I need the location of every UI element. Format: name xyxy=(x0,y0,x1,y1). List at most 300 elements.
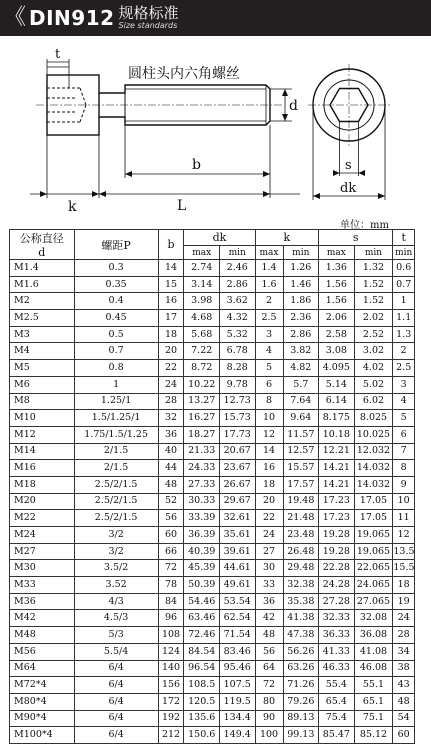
cell-t-min: 11 xyxy=(393,510,415,527)
table-row xyxy=(10,476,415,493)
cell-k-min: 1.26 xyxy=(283,260,319,277)
cell-k-min: 29.48 xyxy=(283,560,319,577)
cell-k-max: 36 xyxy=(255,593,283,610)
cell-size: M16 xyxy=(10,460,75,477)
cell-dk-max: 2.74 xyxy=(184,260,220,277)
cell-k-max: 30 xyxy=(255,560,283,577)
cell-dk-max: 96.54 xyxy=(184,660,220,677)
cell-s-min: 75.1 xyxy=(354,710,393,727)
cell-k-min: 4.82 xyxy=(283,360,319,377)
cell-size: M1.4 xyxy=(10,260,75,277)
cell-dk-max: 54.46 xyxy=(184,593,220,610)
screw-drawing xyxy=(0,48,431,218)
cell-b: 60 xyxy=(158,527,184,544)
cell-dk-max: 50.39 xyxy=(184,577,220,594)
table-row xyxy=(10,560,415,577)
cell-k-min: 56.26 xyxy=(283,643,319,660)
cell-s-min: 1.52 xyxy=(354,276,393,293)
cell-b: 124 xyxy=(158,643,184,660)
cell-t-min: 1.3 xyxy=(393,326,415,343)
cell-pitch: 3/2 xyxy=(74,543,158,560)
cell-b: 17 xyxy=(158,310,184,327)
cell-dk-min: 134.4 xyxy=(219,710,255,727)
cell-t-min: 5 xyxy=(393,410,415,427)
cell-pitch: 2/1.5 xyxy=(74,460,158,477)
label-d: d xyxy=(289,98,298,114)
table-row xyxy=(10,443,415,460)
cell-s-min: 1.32 xyxy=(354,260,393,277)
cell-dk-min: 3.62 xyxy=(219,293,255,310)
cell-b: 52 xyxy=(158,493,184,510)
header-size xyxy=(10,230,75,260)
cell-s-min: 14.032 xyxy=(354,460,393,477)
cell-dk-max: 3.14 xyxy=(184,276,220,293)
cell-dk-min: 35.61 xyxy=(219,527,255,544)
screw-end-view xyxy=(308,64,390,146)
cell-dk-max: 45.39 xyxy=(184,560,220,577)
cell-k-min: 63.26 xyxy=(283,660,319,677)
cell-dk-min: 15.73 xyxy=(219,410,255,427)
cell-dk-max: 135.6 xyxy=(184,710,220,727)
cell-s-max: 17.23 xyxy=(319,510,355,527)
header-text xyxy=(119,6,179,30)
cell-k-max: 42 xyxy=(255,610,283,627)
cell-dk-max: 5.68 xyxy=(184,326,220,343)
cell-k-min: 3.82 xyxy=(283,343,319,360)
cell-k-min: 89.13 xyxy=(283,710,319,727)
cell-t-min: 24 xyxy=(393,610,415,627)
cell-s-max: 85.47 xyxy=(319,727,355,744)
cell-k-max: 4 xyxy=(255,343,283,360)
cell-t-min: 60 xyxy=(393,727,415,744)
cell-b: 72 xyxy=(158,560,184,577)
table-row xyxy=(10,610,415,627)
cell-s-min: 4.02 xyxy=(354,360,393,377)
cell-k-max: 20 xyxy=(255,493,283,510)
cell-pitch: 6/4 xyxy=(74,693,158,710)
cell-b: 212 xyxy=(158,727,184,744)
cell-s-min: 22.065 xyxy=(354,560,393,577)
cell-dk-max: 13.27 xyxy=(184,393,220,410)
table-row xyxy=(10,577,415,594)
cell-pitch: 2.5/2/1.5 xyxy=(74,476,158,493)
cell-dk-min: 83.46 xyxy=(219,643,255,660)
cell-dk-max: 8.72 xyxy=(184,360,220,377)
cell-s-max: 41.33 xyxy=(319,643,355,660)
cell-s-max: 14.21 xyxy=(319,460,355,477)
cell-k-min: 2.36 xyxy=(283,310,319,327)
subheader-s-min: min xyxy=(354,246,393,260)
cell-size: M22 xyxy=(10,510,75,527)
cell-k-max: 1.4 xyxy=(255,260,283,277)
header-s: s xyxy=(319,230,393,246)
cell-size: M90*4 xyxy=(10,710,75,727)
table-row xyxy=(10,627,415,644)
cell-dk-min: 2.46 xyxy=(219,260,255,277)
cell-t-min: 18 xyxy=(393,577,415,594)
cell-dk-min: 29.67 xyxy=(219,493,255,510)
header-subtitle: Size standards xyxy=(118,21,178,30)
cell-pitch: 0.3 xyxy=(74,260,158,277)
spec-table-body xyxy=(10,260,415,744)
cell-dk-max: 108.5 xyxy=(184,677,220,694)
cell-k-min: 5.7 xyxy=(283,376,319,393)
cell-b: 18 xyxy=(158,326,184,343)
cell-dk-max: 4.68 xyxy=(184,310,220,327)
table-row xyxy=(10,326,415,343)
cell-s-max: 65.4 xyxy=(319,693,355,710)
header-title-cn: 规格标准 xyxy=(118,4,179,22)
table-row xyxy=(10,493,415,510)
table-row xyxy=(10,593,415,610)
cell-size: M56 xyxy=(10,643,75,660)
cell-t-min: 1 xyxy=(393,293,415,310)
cell-k-min: 15.57 xyxy=(283,460,319,477)
cell-b: 140 xyxy=(158,660,184,677)
cell-b: 15 xyxy=(158,276,184,293)
cell-k-max: 16 xyxy=(255,460,283,477)
cell-s-max: 1.56 xyxy=(319,276,355,293)
unit-note: 单位：mm xyxy=(340,220,389,231)
spec-table xyxy=(9,229,415,744)
cell-s-max: 55.4 xyxy=(319,677,355,694)
cell-t-min: 2 xyxy=(393,343,415,360)
cell-dk-min: 23.67 xyxy=(219,460,255,477)
cell-dk-max: 63.46 xyxy=(184,610,220,627)
cell-dk-max: 150.6 xyxy=(184,727,220,744)
cell-t-min: 48 xyxy=(393,693,415,710)
table-row xyxy=(10,643,415,660)
cell-k-max: 72 xyxy=(255,677,283,694)
cell-size: M8 xyxy=(10,393,75,410)
cell-b: 172 xyxy=(158,693,184,710)
subheader-dk-min: min xyxy=(219,246,255,260)
cell-b: 66 xyxy=(158,543,184,560)
table-row xyxy=(10,293,415,310)
cell-t-min: 0.7 xyxy=(393,276,415,293)
cell-t-min: 10 xyxy=(393,493,415,510)
cell-t-min: 8 xyxy=(393,460,415,477)
cell-dk-max: 3.98 xyxy=(184,293,220,310)
cell-t-min: 3 xyxy=(393,376,415,393)
cell-b: 24 xyxy=(158,376,184,393)
label-b: b xyxy=(192,157,201,173)
label-L: L xyxy=(177,198,187,214)
cell-s-min: 32.08 xyxy=(354,610,393,627)
cell-pitch: 6/4 xyxy=(74,727,158,744)
header-t: t xyxy=(393,230,415,246)
cell-dk-max: 27.33 xyxy=(184,476,220,493)
header-size-line2: d xyxy=(38,246,46,259)
cell-size: M3 xyxy=(10,326,75,343)
subheader-s-max: max xyxy=(319,246,355,260)
cell-k-min: 7.64 xyxy=(283,393,319,410)
cell-s-min: 2.02 xyxy=(354,310,393,327)
table-row xyxy=(10,260,415,277)
subheader-k-max: max xyxy=(255,246,283,260)
cell-dk-min: 44.61 xyxy=(219,560,255,577)
cell-size: M42 xyxy=(10,610,75,627)
cell-b: 36 xyxy=(158,426,184,443)
cell-s-max: 14.21 xyxy=(319,476,355,493)
cell-k-max: 2.5 xyxy=(255,310,283,327)
cell-size: M30 xyxy=(10,560,75,577)
cell-k-max: 22 xyxy=(255,510,283,527)
cell-t-min: 38 xyxy=(393,660,415,677)
cell-pitch: 0.5 xyxy=(74,326,158,343)
cell-s-max: 46.33 xyxy=(319,660,355,677)
cell-k-max: 2 xyxy=(255,293,283,310)
label-t: t xyxy=(55,47,61,62)
table-row xyxy=(10,543,415,560)
cell-pitch: 6/4 xyxy=(74,677,158,694)
cell-t-min: 28 xyxy=(393,627,415,644)
cell-dk-min: 149.4 xyxy=(219,727,255,744)
cell-s-min: 3.02 xyxy=(354,343,393,360)
cell-dk-max: 30.33 xyxy=(184,493,220,510)
drawing-title: 圆柱头内六角螺丝 xyxy=(128,66,240,82)
cell-k-max: 24 xyxy=(255,527,283,544)
cell-b: 32 xyxy=(158,410,184,427)
cell-b: 78 xyxy=(158,577,184,594)
cell-s-min: 2.52 xyxy=(354,326,393,343)
cell-b: 22 xyxy=(158,360,184,377)
cell-t-min: 0.6 xyxy=(393,260,415,277)
cell-dk-min: 107.5 xyxy=(219,677,255,694)
cell-b: 96 xyxy=(158,610,184,627)
cell-size: M100*4 xyxy=(10,727,75,744)
cell-s-max: 22.28 xyxy=(319,560,355,577)
header-banner xyxy=(0,0,431,36)
cell-k-min: 12.57 xyxy=(283,443,319,460)
cell-k-max: 90 xyxy=(255,710,283,727)
cell-dk-max: 16.27 xyxy=(184,410,220,427)
cell-dk-max: 18.27 xyxy=(184,426,220,443)
cell-k-max: 3 xyxy=(255,326,283,343)
cell-dk-min: 39.61 xyxy=(219,543,255,560)
table-row xyxy=(10,276,415,293)
table-row xyxy=(10,360,415,377)
cell-dk-min: 8.28 xyxy=(219,360,255,377)
cell-k-max: 1.6 xyxy=(255,276,283,293)
label-s: s xyxy=(345,158,352,173)
cell-s-max: 24.28 xyxy=(319,577,355,594)
cell-k-min: 2.86 xyxy=(283,326,319,343)
cell-k-min: 71.26 xyxy=(283,677,319,694)
table-row xyxy=(10,410,415,427)
cell-pitch: 1 xyxy=(74,376,158,393)
cell-b: 84 xyxy=(158,593,184,610)
subheader-dk-max: max xyxy=(184,246,220,260)
cell-s-min: 46.08 xyxy=(354,660,393,677)
cell-k-max: 12 xyxy=(255,426,283,443)
cell-s-max: 36.33 xyxy=(319,627,355,644)
cell-dk-min: 95.46 xyxy=(219,660,255,677)
cell-size: M5 xyxy=(10,360,75,377)
cell-dk-min: 12.73 xyxy=(219,393,255,410)
cell-s-min: 6.02 xyxy=(354,393,393,410)
cell-pitch: 0.4 xyxy=(74,293,158,310)
header-size-line1: 公称直径 xyxy=(19,232,64,245)
cell-s-min: 17.05 xyxy=(354,510,393,527)
table-row xyxy=(10,727,415,744)
cell-k-min: 1.86 xyxy=(283,293,319,310)
cell-s-max: 32.33 xyxy=(319,610,355,627)
cell-b: 156 xyxy=(158,677,184,694)
cell-s-max: 2.06 xyxy=(319,310,355,327)
cell-pitch: 4.5/3 xyxy=(74,610,158,627)
t-dimension xyxy=(47,59,69,88)
cell-s-max: 2.58 xyxy=(319,326,355,343)
cell-t-min: 13.5 xyxy=(393,543,415,560)
cell-dk-min: 32.61 xyxy=(219,510,255,527)
cell-s-max: 6.14 xyxy=(319,393,355,410)
cell-s-max: 4.095 xyxy=(319,360,355,377)
cell-dk-max: 24.33 xyxy=(184,460,220,477)
cell-k-min: 9.64 xyxy=(283,410,319,427)
cell-dk-max: 21.33 xyxy=(184,443,220,460)
cell-dk-min: 71.54 xyxy=(219,627,255,644)
cell-dk-max: 10.22 xyxy=(184,376,220,393)
cell-b: 14 xyxy=(158,260,184,277)
table-row xyxy=(10,527,415,544)
cell-dk-max: 40.39 xyxy=(184,543,220,560)
cell-size: M72*4 xyxy=(10,677,75,694)
cell-s-min: 8.025 xyxy=(354,410,393,427)
cell-pitch: 1.25/1 xyxy=(74,393,158,410)
cell-pitch: 6/4 xyxy=(74,660,158,677)
cell-s-max: 19.28 xyxy=(319,527,355,544)
cell-s-max: 3.08 xyxy=(319,343,355,360)
cell-b: 16 xyxy=(158,293,184,310)
cell-b: 56 xyxy=(158,510,184,527)
cell-s-max: 10.18 xyxy=(319,426,355,443)
cell-size: M33 xyxy=(10,577,75,594)
standard-title: DIN912 xyxy=(29,6,115,30)
cell-s-min: 85.12 xyxy=(354,727,393,744)
cell-s-min: 41.08 xyxy=(354,643,393,660)
table-row xyxy=(10,376,415,393)
table-row xyxy=(10,660,415,677)
cell-b: 192 xyxy=(158,710,184,727)
header-k: k xyxy=(255,230,319,246)
cell-pitch: 2.5/2/1.5 xyxy=(74,493,158,510)
cell-t-min: 54 xyxy=(393,710,415,727)
cell-pitch: 3.5/2 xyxy=(74,560,158,577)
cell-k-max: 100 xyxy=(255,727,283,744)
cell-size: M6 xyxy=(10,376,75,393)
cell-pitch: 3/2 xyxy=(74,527,158,544)
cell-size: M14 xyxy=(10,443,75,460)
cell-b: 40 xyxy=(158,443,184,460)
cell-k-min: 35.38 xyxy=(283,593,319,610)
cell-dk-min: 62.54 xyxy=(219,610,255,627)
cell-k-min: 1.46 xyxy=(283,276,319,293)
cell-b: 44 xyxy=(158,460,184,477)
cell-k-max: 18 xyxy=(255,476,283,493)
cell-s-min: 55.1 xyxy=(354,677,393,694)
cell-t-min: 1.1 xyxy=(393,310,415,327)
cell-s-max: 5.14 xyxy=(319,376,355,393)
header-dk: dk xyxy=(184,230,255,246)
cell-t-min: 2.5 xyxy=(393,360,415,377)
header-b: b xyxy=(158,230,184,260)
cell-s-max: 1.36 xyxy=(319,260,355,277)
cell-dk-max: 84.54 xyxy=(184,643,220,660)
cell-dk-min: 2.86 xyxy=(219,276,255,293)
cell-t-min: 43 xyxy=(393,677,415,694)
cell-k-min: 21.48 xyxy=(283,510,319,527)
table-row xyxy=(10,426,415,443)
cell-s-max: 12.21 xyxy=(319,443,355,460)
cell-pitch: 3.52 xyxy=(74,577,158,594)
cell-k-max: 80 xyxy=(255,693,283,710)
cell-size: M2.5 xyxy=(10,310,75,327)
table-row xyxy=(10,710,415,727)
cell-k-min: 23.48 xyxy=(283,527,319,544)
cell-size: M2 xyxy=(10,293,75,310)
cell-k-min: 99.13 xyxy=(283,727,319,744)
cell-s-min: 24.065 xyxy=(354,577,393,594)
cell-s-min: 19.065 xyxy=(354,527,393,544)
cell-pitch: 2.5/2/1.5 xyxy=(74,510,158,527)
cell-pitch: 0.35 xyxy=(74,276,158,293)
cell-dk-min: 26.67 xyxy=(219,476,255,493)
cell-s-max: 19.28 xyxy=(319,543,355,560)
header-pitch: 螺距P xyxy=(74,230,158,260)
cell-size: M64 xyxy=(10,660,75,677)
table-row xyxy=(10,393,415,410)
cell-s-min: 65.1 xyxy=(354,693,393,710)
cell-s-min: 10.025 xyxy=(354,426,393,443)
cell-pitch: 1.5/1.25/1 xyxy=(74,410,158,427)
cell-dk-min: 9.78 xyxy=(219,376,255,393)
cell-size: M48 xyxy=(10,627,75,644)
subheader-k-min: min xyxy=(283,246,319,260)
cell-size: M4 xyxy=(10,343,75,360)
cell-k-max: 5 xyxy=(255,360,283,377)
cell-pitch: 5.5/4 xyxy=(74,643,158,660)
cell-k-max: 14 xyxy=(255,443,283,460)
cell-k-min: 26.48 xyxy=(283,543,319,560)
cell-s-min: 12.032 xyxy=(354,443,393,460)
cell-dk-max: 36.39 xyxy=(184,527,220,544)
cell-k-max: 6 xyxy=(255,376,283,393)
cell-size: M36 xyxy=(10,593,75,610)
cell-pitch: 6/4 xyxy=(74,710,158,727)
cell-dk-max: 33.39 xyxy=(184,510,220,527)
cell-size: M10 xyxy=(10,410,75,427)
table-row xyxy=(10,343,415,360)
cell-t-min: 6 xyxy=(393,426,415,443)
table-row xyxy=(10,510,415,527)
cell-s-min: 1.52 xyxy=(354,293,393,310)
cell-pitch: 0.8 xyxy=(74,360,158,377)
cell-k-max: 64 xyxy=(255,660,283,677)
cell-b: 28 xyxy=(158,393,184,410)
cell-dk-min: 20.67 xyxy=(219,443,255,460)
table-row xyxy=(10,460,415,477)
cell-pitch: 0.45 xyxy=(74,310,158,327)
cell-k-min: 79.26 xyxy=(283,693,319,710)
cell-dk-min: 17.73 xyxy=(219,426,255,443)
cell-dk-min: 119.5 xyxy=(219,693,255,710)
cell-size: M20 xyxy=(10,493,75,510)
cell-dk-min: 4.32 xyxy=(219,310,255,327)
label-dk: dk xyxy=(340,181,357,196)
cell-size: M12 xyxy=(10,426,75,443)
cell-k-min: 11.57 xyxy=(283,426,319,443)
